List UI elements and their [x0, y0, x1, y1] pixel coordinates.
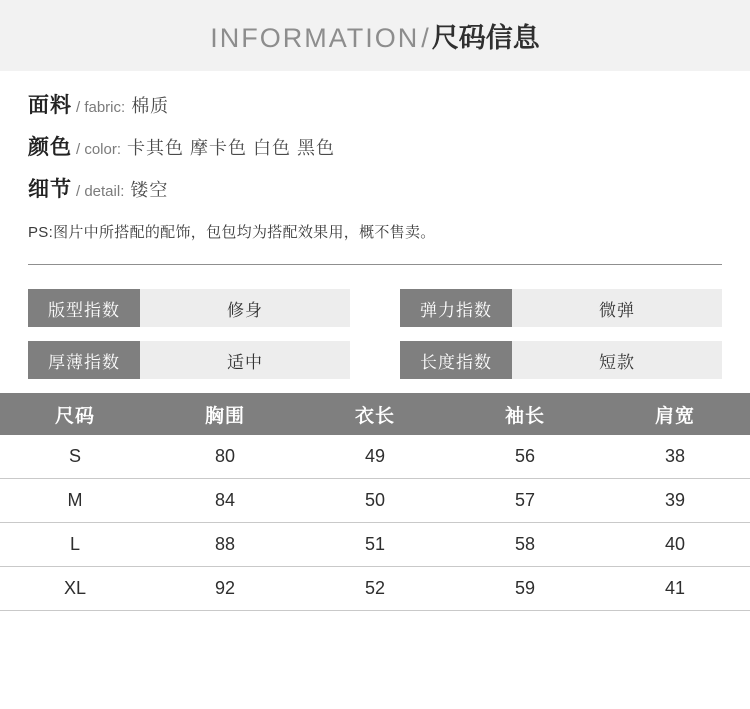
- page-title-chinese: 尺码信息: [431, 23, 540, 53]
- table-row: [0, 567, 750, 611]
- index-value-elasticity: 微弹: [512, 289, 722, 327]
- cell-shoulder: 41: [600, 567, 750, 611]
- cell-size: S: [0, 435, 150, 479]
- column-header-length: 衣长: [300, 393, 450, 435]
- color-label-en: / color:: [76, 141, 122, 158]
- index-key-fit: 版型指数: [28, 289, 140, 327]
- column-header-size: 尺码: [0, 393, 150, 435]
- page-header: [0, 0, 750, 71]
- fabric-label-cn: 面料: [28, 94, 72, 117]
- cell-bust: 84: [150, 479, 300, 523]
- table-header-row: [0, 393, 750, 435]
- cell-length: 52: [300, 567, 450, 611]
- index-key-length: 长度指数: [400, 341, 512, 379]
- fabric-label-en: / fabric:: [76, 99, 126, 116]
- size-chart-body: [0, 435, 750, 611]
- column-header-bust: 胸围: [150, 393, 300, 435]
- page-title: [210, 16, 540, 55]
- cell-bust: 88: [150, 523, 300, 567]
- page-title-english: INFORMATION: [210, 23, 420, 53]
- cell-size: XL: [0, 567, 150, 611]
- cell-shoulder: 39: [600, 479, 750, 523]
- color-value: 卡其色 摩卡色 白色 黑色: [127, 138, 336, 158]
- detail-value: 镂空: [130, 180, 169, 200]
- cell-length: 51: [300, 523, 450, 567]
- cell-bust: 92: [150, 567, 300, 611]
- page-title-separator: /: [421, 23, 430, 53]
- cell-size: L: [0, 523, 150, 567]
- index-item-length: [400, 341, 722, 379]
- cell-sleeve: 59: [450, 567, 600, 611]
- cell-shoulder: 38: [600, 435, 750, 479]
- fabric-value: 棉质: [131, 96, 170, 116]
- column-header-sleeve: 袖长: [450, 393, 600, 435]
- color-label-cn: 颜色: [28, 136, 72, 159]
- cell-shoulder: 40: [600, 523, 750, 567]
- cell-length: 50: [300, 479, 450, 523]
- cell-sleeve: 56: [450, 435, 600, 479]
- index-chip-grid: [0, 265, 750, 379]
- table-row: [0, 479, 750, 523]
- index-item-elasticity: [400, 289, 722, 327]
- index-item-thickness: [28, 341, 350, 379]
- size-chart-table: [0, 393, 750, 611]
- info-row-fabric: [28, 95, 722, 116]
- index-value-fit: 修身: [140, 289, 350, 327]
- cell-sleeve: 58: [450, 523, 600, 567]
- column-header-shoulder: 肩宽: [600, 393, 750, 435]
- table-row: [0, 435, 750, 479]
- product-info-block: [0, 71, 750, 242]
- detail-label-cn: 细节: [28, 178, 72, 201]
- cell-size: M: [0, 479, 150, 523]
- index-key-elasticity: 弹力指数: [400, 289, 512, 327]
- index-item-fit: [28, 289, 350, 327]
- cell-bust: 80: [150, 435, 300, 479]
- cell-sleeve: 57: [450, 479, 600, 523]
- index-row-1: [28, 289, 722, 327]
- cell-length: 49: [300, 435, 450, 479]
- index-row-2: [28, 341, 722, 379]
- detail-label-en: / detail:: [76, 183, 125, 200]
- index-key-thickness: 厚薄指数: [28, 341, 140, 379]
- table-row: [0, 523, 750, 567]
- info-row-detail: [28, 179, 722, 200]
- info-row-color: [28, 137, 722, 158]
- index-value-thickness: 适中: [140, 341, 350, 379]
- size-chart-head: [0, 393, 750, 435]
- index-value-length: 短款: [512, 341, 722, 379]
- ps-note: PS:图片中所搭配的配饰，包包均为搭配效果用，概不售卖。: [28, 224, 436, 241]
